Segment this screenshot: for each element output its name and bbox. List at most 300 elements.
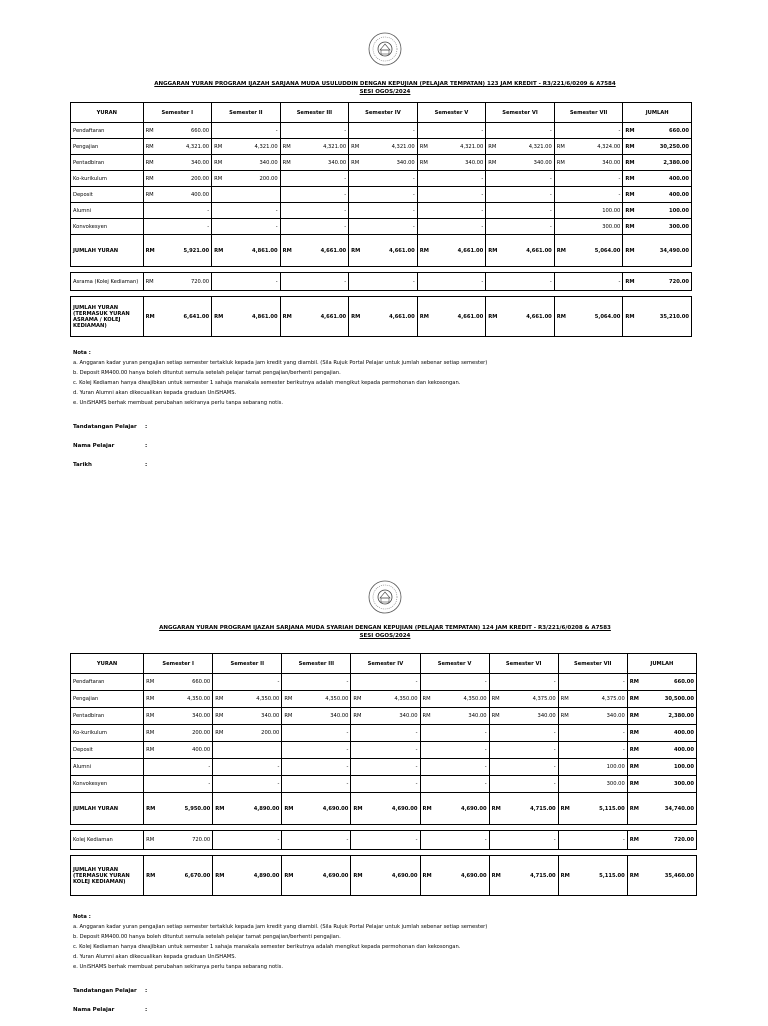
currency-label [144, 776, 158, 793]
currency-label: RM [280, 235, 294, 267]
document-title: ANGGARAN YURAN PROGRAM IJAZAH SARJANA MUDA SYARIAH DENGAN KEPUJIAN (PELAJAR TEMPATAN) 124 JAM KREDIT - R3/221/6/0208 & A7583 SESI OGOS/2024 [159, 625, 611, 639]
amount-value: - [365, 725, 420, 742]
fee-table [70, 102, 692, 337]
table-row [71, 742, 697, 759]
currency-label: RM [417, 297, 431, 337]
amount-value: - [572, 742, 627, 759]
currency-label [486, 203, 500, 219]
currency-label: RM [554, 139, 568, 155]
column-header: Semester III [280, 103, 349, 123]
column-header: Semester II [213, 654, 282, 674]
total-value: 400.00 [641, 742, 696, 759]
row-label: Ko-kurikulum [71, 725, 144, 742]
row-label: Alumni [71, 759, 144, 776]
amount-value: 4,690.00 [434, 793, 489, 825]
amount-value: - [363, 273, 417, 291]
amount-value: 4,661.00 [294, 235, 348, 267]
column-header: Semester VI [489, 654, 558, 674]
signature-field [73, 462, 147, 481]
total-value: 30,250.00 [637, 139, 692, 155]
amount-value: 4,350.00 [227, 691, 282, 708]
amount-value: 4,890.00 [227, 793, 282, 825]
notes-heading: Nota : [73, 914, 91, 920]
notes-section [73, 348, 487, 408]
currency-label: RM [627, 742, 641, 759]
amount-value: 4,321.00 [157, 139, 211, 155]
currency-label [351, 725, 365, 742]
currency-label: RM [213, 793, 227, 825]
currency-label: RM [486, 297, 500, 337]
total-value: 720.00 [637, 273, 692, 291]
currency-label: RM [282, 691, 296, 708]
currency-label [554, 203, 568, 219]
currency-label [420, 725, 434, 742]
university-crest-icon [368, 32, 402, 66]
amount-value: 660.00 [158, 674, 213, 691]
currency-label: RM [143, 139, 157, 155]
amount-value: - [434, 759, 489, 776]
currency-label [351, 759, 365, 776]
amount-value: 4,350.00 [158, 691, 213, 708]
amount-value: - [568, 171, 622, 187]
amount-value: - [294, 171, 348, 187]
amount-value: 340.00 [572, 708, 627, 725]
amount-value: 340.00 [365, 708, 420, 725]
amount-value: 400.00 [157, 187, 211, 203]
amount-value: - [294, 123, 348, 139]
row-label: Konvokesyen [71, 776, 144, 793]
amount-value: 340.00 [296, 708, 351, 725]
currency-label: RM [351, 856, 365, 896]
row-label: Deposit [71, 187, 144, 203]
amount-value: 400.00 [158, 742, 213, 759]
currency-label [558, 759, 572, 776]
currency-label [282, 725, 296, 742]
column-header: Semester I [144, 654, 213, 674]
currency-label [558, 831, 572, 850]
currency-label: RM [144, 691, 158, 708]
currency-label [280, 187, 294, 203]
currency-label: RM [144, 674, 158, 691]
amount-value: - [434, 674, 489, 691]
amount-value: - [568, 273, 622, 291]
currency-label [282, 831, 296, 850]
currency-label: RM [280, 155, 294, 171]
currency-label [212, 219, 226, 235]
currency-label: RM [282, 793, 296, 825]
currency-label [554, 219, 568, 235]
currency-label [143, 219, 157, 235]
table-row [71, 171, 692, 187]
column-header: Semester IV [349, 103, 418, 123]
amount-value: - [434, 742, 489, 759]
row-label: Pendaftaran [71, 674, 144, 691]
currency-label [213, 742, 227, 759]
currency-label: RM [349, 235, 363, 267]
currency-label: RM [623, 155, 637, 171]
note-item: c. Kolej Kediaman hanya diwajibkan untuk semester 1 sahaja manakala semester berikutnya adalah mengikut kepada permohonan dan kekosongan. [73, 944, 461, 950]
currency-label: RM [554, 235, 568, 267]
currency-label [558, 742, 572, 759]
amount-value: - [572, 831, 627, 850]
column-header: JUMLAH [627, 654, 696, 674]
amount-value: - [434, 831, 489, 850]
amount-value: - [227, 831, 282, 850]
amount-value: - [296, 674, 351, 691]
currency-label: RM [280, 297, 294, 337]
amount-value: 4,890.00 [227, 856, 282, 896]
currency-label [349, 219, 363, 235]
row-label: Alumni [71, 203, 144, 219]
amount-value: - [500, 123, 554, 139]
signature-section [73, 424, 147, 481]
row-label: Konvokesyen [71, 219, 144, 235]
column-header: YURAN [71, 654, 144, 674]
amount-value: 6,641.00 [157, 297, 211, 337]
signature-colon: : [145, 443, 148, 449]
total-value: 100.00 [637, 203, 692, 219]
currency-label: RM [623, 235, 637, 267]
total-value: 660.00 [641, 674, 696, 691]
currency-label: RM [144, 793, 158, 825]
currency-label [351, 831, 365, 850]
signature-field-label: Tandatangan Pelajar [73, 424, 137, 430]
currency-label [489, 831, 503, 850]
amount-value: 660.00 [157, 123, 211, 139]
row-label: Pentadbiran [71, 708, 144, 725]
amount-value: - [158, 776, 213, 793]
amount-value: 4,321.00 [226, 139, 280, 155]
note-item: b. Deposit RM400.00 hanya boleh dituntut semula setelah pelajar tamat pengajian/berhenti pengajian. [73, 934, 341, 940]
amount-value: - [294, 273, 348, 291]
total-value: 300.00 [637, 219, 692, 235]
amount-value: 5,115.00 [572, 856, 627, 896]
currency-label: RM [623, 273, 637, 291]
currency-label: RM [417, 235, 431, 267]
currency-label: RM [486, 155, 500, 171]
table-row [71, 273, 692, 291]
currency-label: RM [627, 856, 641, 896]
amount-value: - [568, 123, 622, 139]
amount-value: - [503, 759, 558, 776]
amount-value: 340.00 [363, 155, 417, 171]
amount-value: 5,950.00 [158, 793, 213, 825]
amount-value: 4,715.00 [503, 856, 558, 896]
total-value: 660.00 [637, 123, 692, 139]
amount-value: - [365, 831, 420, 850]
row-label: JUMLAH YURAN (TERMASUK YURAN ASRAMA / KOLEJ KEDIAMAN) [71, 297, 144, 337]
currency-label: RM [143, 155, 157, 171]
note-item: b. Deposit RM400.00 hanya boleh dituntut semula setelah pelajar tamat pengajian/berhenti pengajian. [73, 370, 341, 376]
amount-value: - [503, 776, 558, 793]
amount-value: 4,715.00 [503, 793, 558, 825]
amount-value: - [431, 273, 485, 291]
currency-label [282, 674, 296, 691]
currency-label: RM [212, 171, 226, 187]
currency-label [486, 219, 500, 235]
currency-label: RM [144, 831, 158, 850]
column-header: YURAN [71, 103, 144, 123]
currency-label: RM [144, 725, 158, 742]
row-label: Kolej Kediaman [71, 831, 144, 850]
amount-value: - [572, 674, 627, 691]
currency-label [282, 759, 296, 776]
column-header: Semester III [282, 654, 351, 674]
amount-value: 4,350.00 [365, 691, 420, 708]
column-header: Semester II [212, 103, 281, 123]
amount-value: 300.00 [572, 776, 627, 793]
currency-label [280, 171, 294, 187]
amount-value: 340.00 [434, 708, 489, 725]
table-row [71, 235, 692, 267]
amount-value: 4,321.00 [363, 139, 417, 155]
amount-value: - [431, 203, 485, 219]
currency-label [280, 123, 294, 139]
table-row [71, 691, 697, 708]
row-label: Asrama (Kolej Kediaman) [71, 273, 144, 291]
currency-label [417, 123, 431, 139]
amount-value: 6,670.00 [158, 856, 213, 896]
total-value: 400.00 [637, 171, 692, 187]
amount-value: 340.00 [503, 708, 558, 725]
amount-value: - [226, 219, 280, 235]
currency-label: RM [417, 139, 431, 155]
currency-label: RM [213, 725, 227, 742]
amount-value: - [365, 776, 420, 793]
amount-value: 4,375.00 [503, 691, 558, 708]
amount-value: 720.00 [158, 831, 213, 850]
currency-label [489, 742, 503, 759]
currency-label [486, 123, 500, 139]
currency-label [282, 776, 296, 793]
note-item: a. Anggaran kadar yuran pengajian setiap semester tertakluk kepada jam kredit yang diambil. (Sila Rujuk Portal Pelajar untuk jumlah sebenar setiap semester) [73, 360, 488, 366]
amount-value [226, 187, 280, 203]
amount-value: - [296, 742, 351, 759]
row-label: JUMLAH YURAN [71, 235, 144, 267]
amount-value: - [500, 171, 554, 187]
amount-value: - [227, 776, 282, 793]
currency-label: RM [489, 793, 503, 825]
total-value: 400.00 [637, 187, 692, 203]
column-header: Semester IV [351, 654, 420, 674]
currency-label: RM [627, 776, 641, 793]
column-header: Semester I [143, 103, 212, 123]
currency-label: RM [212, 235, 226, 267]
currency-label: RM [144, 856, 158, 896]
table-row [71, 123, 692, 139]
university-crest-icon [368, 580, 402, 614]
amount-value: - [434, 776, 489, 793]
currency-label [420, 759, 434, 776]
signature-field-label: Tandatangan Pelajar [73, 988, 137, 994]
amount-value: 4,661.00 [500, 235, 554, 267]
currency-label: RM [623, 171, 637, 187]
currency-label [213, 776, 227, 793]
signature-field-label: Tarikh [73, 462, 92, 468]
currency-label [420, 776, 434, 793]
currency-label: RM [143, 171, 157, 187]
row-label: JUMLAH YURAN (TERMASUK YURAN KOLEJ KEDIAMAN) [71, 856, 144, 896]
currency-label [489, 776, 503, 793]
table-row [71, 725, 697, 742]
amount-value: - [363, 219, 417, 235]
amount-value: - [431, 187, 485, 203]
row-label: Deposit [71, 742, 144, 759]
currency-label [351, 742, 365, 759]
amount-value: - [568, 187, 622, 203]
currency-label: RM [627, 759, 641, 776]
amount-value: 4,661.00 [431, 297, 485, 337]
amount-value: - [296, 776, 351, 793]
currency-label [554, 171, 568, 187]
row-label: Ko-kurikulum [71, 171, 144, 187]
currency-label [417, 219, 431, 235]
amount-value: 5,115.00 [572, 793, 627, 825]
currency-label: RM [282, 708, 296, 725]
table-row [71, 187, 692, 203]
currency-label [349, 203, 363, 219]
currency-label [554, 123, 568, 139]
amount-value: 200.00 [157, 171, 211, 187]
amount-value [227, 742, 282, 759]
amount-value: - [572, 725, 627, 742]
currency-label: RM [558, 793, 572, 825]
amount-value: - [503, 674, 558, 691]
amount-value: - [503, 742, 558, 759]
amount-value: 4,375.00 [572, 691, 627, 708]
note-item: e. UniSHAMS berhak membuat perubahan sekiranya perlu tanpa sebarang notis. [73, 964, 283, 970]
amount-value: 4,861.00 [226, 297, 280, 337]
currency-label [558, 674, 572, 691]
table-row [71, 759, 697, 776]
currency-label: RM [351, 793, 365, 825]
currency-label [351, 674, 365, 691]
amount-value: 340.00 [226, 155, 280, 171]
amount-value: - [434, 725, 489, 742]
amount-value: - [227, 759, 282, 776]
amount-value: 300.00 [568, 219, 622, 235]
amount-value: 4,350.00 [434, 691, 489, 708]
amount-value: 4,690.00 [365, 793, 420, 825]
currency-label: RM [351, 708, 365, 725]
amount-value: - [294, 187, 348, 203]
currency-label [558, 725, 572, 742]
table-row [71, 831, 697, 850]
currency-label: RM [627, 793, 641, 825]
currency-label [280, 273, 294, 291]
amount-value: 4,324.00 [568, 139, 622, 155]
currency-label [420, 674, 434, 691]
currency-label [417, 171, 431, 187]
currency-label: RM [420, 793, 434, 825]
currency-label [213, 831, 227, 850]
currency-label [213, 759, 227, 776]
total-value: 30,500.00 [641, 691, 696, 708]
row-label: Pengajian [71, 139, 144, 155]
currency-label: RM [554, 297, 568, 337]
currency-label: RM [623, 139, 637, 155]
table-row [71, 776, 697, 793]
amount-value: 4,661.00 [363, 297, 417, 337]
row-label: Pendaftaran [71, 123, 144, 139]
currency-label [282, 742, 296, 759]
currency-label [554, 187, 568, 203]
amount-value: - [363, 203, 417, 219]
total-value: 35,210.00 [637, 297, 692, 337]
amount-value: - [157, 203, 211, 219]
currency-label: RM [489, 708, 503, 725]
column-header: Semester VI [486, 103, 555, 123]
table-row [71, 297, 692, 337]
amount-value: 200.00 [227, 725, 282, 742]
amount-value: - [365, 742, 420, 759]
signature-colon: : [145, 424, 148, 430]
currency-label: RM [486, 139, 500, 155]
currency-label [420, 831, 434, 850]
currency-label: RM [213, 708, 227, 725]
currency-label: RM [213, 691, 227, 708]
amount-value: - [503, 725, 558, 742]
amount-value: 4,321.00 [431, 139, 485, 155]
currency-label: RM [213, 856, 227, 896]
currency-label: RM [143, 187, 157, 203]
table-row [71, 793, 697, 825]
notes-heading: Nota : [73, 350, 91, 356]
note-item: d. Yuran Alumni akan dikecualikan kepada graduan UniSHAMS. [73, 954, 237, 960]
total-value: 100.00 [641, 759, 696, 776]
currency-label [417, 203, 431, 219]
currency-label [420, 742, 434, 759]
amount-value: 5,064.00 [568, 235, 622, 267]
amount-value: 4,661.00 [500, 297, 554, 337]
table-row [71, 219, 692, 235]
currency-label: RM [282, 856, 296, 896]
currency-label: RM [623, 123, 637, 139]
amount-value: 720.00 [157, 273, 211, 291]
amount-value: 4,661.00 [363, 235, 417, 267]
currency-label: RM [627, 831, 641, 850]
currency-label: RM [486, 235, 500, 267]
amount-value: - [363, 171, 417, 187]
amount-value: 100.00 [568, 203, 622, 219]
currency-label: RM [144, 742, 158, 759]
amount-value: - [500, 273, 554, 291]
currency-label [417, 273, 431, 291]
currency-label: RM [280, 139, 294, 155]
currency-label: RM [489, 856, 503, 896]
amount-value: - [365, 674, 420, 691]
signature-section [73, 988, 147, 1026]
amount-value: 5,921.00 [157, 235, 211, 267]
signature-field [73, 1007, 147, 1026]
signature-field [73, 424, 147, 443]
amount-value: - [431, 219, 485, 235]
currency-label: RM [627, 725, 641, 742]
amount-value: - [226, 273, 280, 291]
amount-value: 4,690.00 [434, 856, 489, 896]
currency-label: RM [417, 155, 431, 171]
amount-value: 340.00 [294, 155, 348, 171]
currency-label [349, 123, 363, 139]
currency-label [144, 759, 158, 776]
note-item: d. Yuran Alumni akan dikecualikan kepada graduan UniSHAMS. [73, 390, 237, 396]
currency-label: RM [351, 691, 365, 708]
currency-label: RM [554, 155, 568, 171]
total-value: 2,380.00 [641, 708, 696, 725]
amount-value: 5,064.00 [568, 297, 622, 337]
column-header: Semester VII [554, 103, 623, 123]
amount-value: 200.00 [226, 171, 280, 187]
